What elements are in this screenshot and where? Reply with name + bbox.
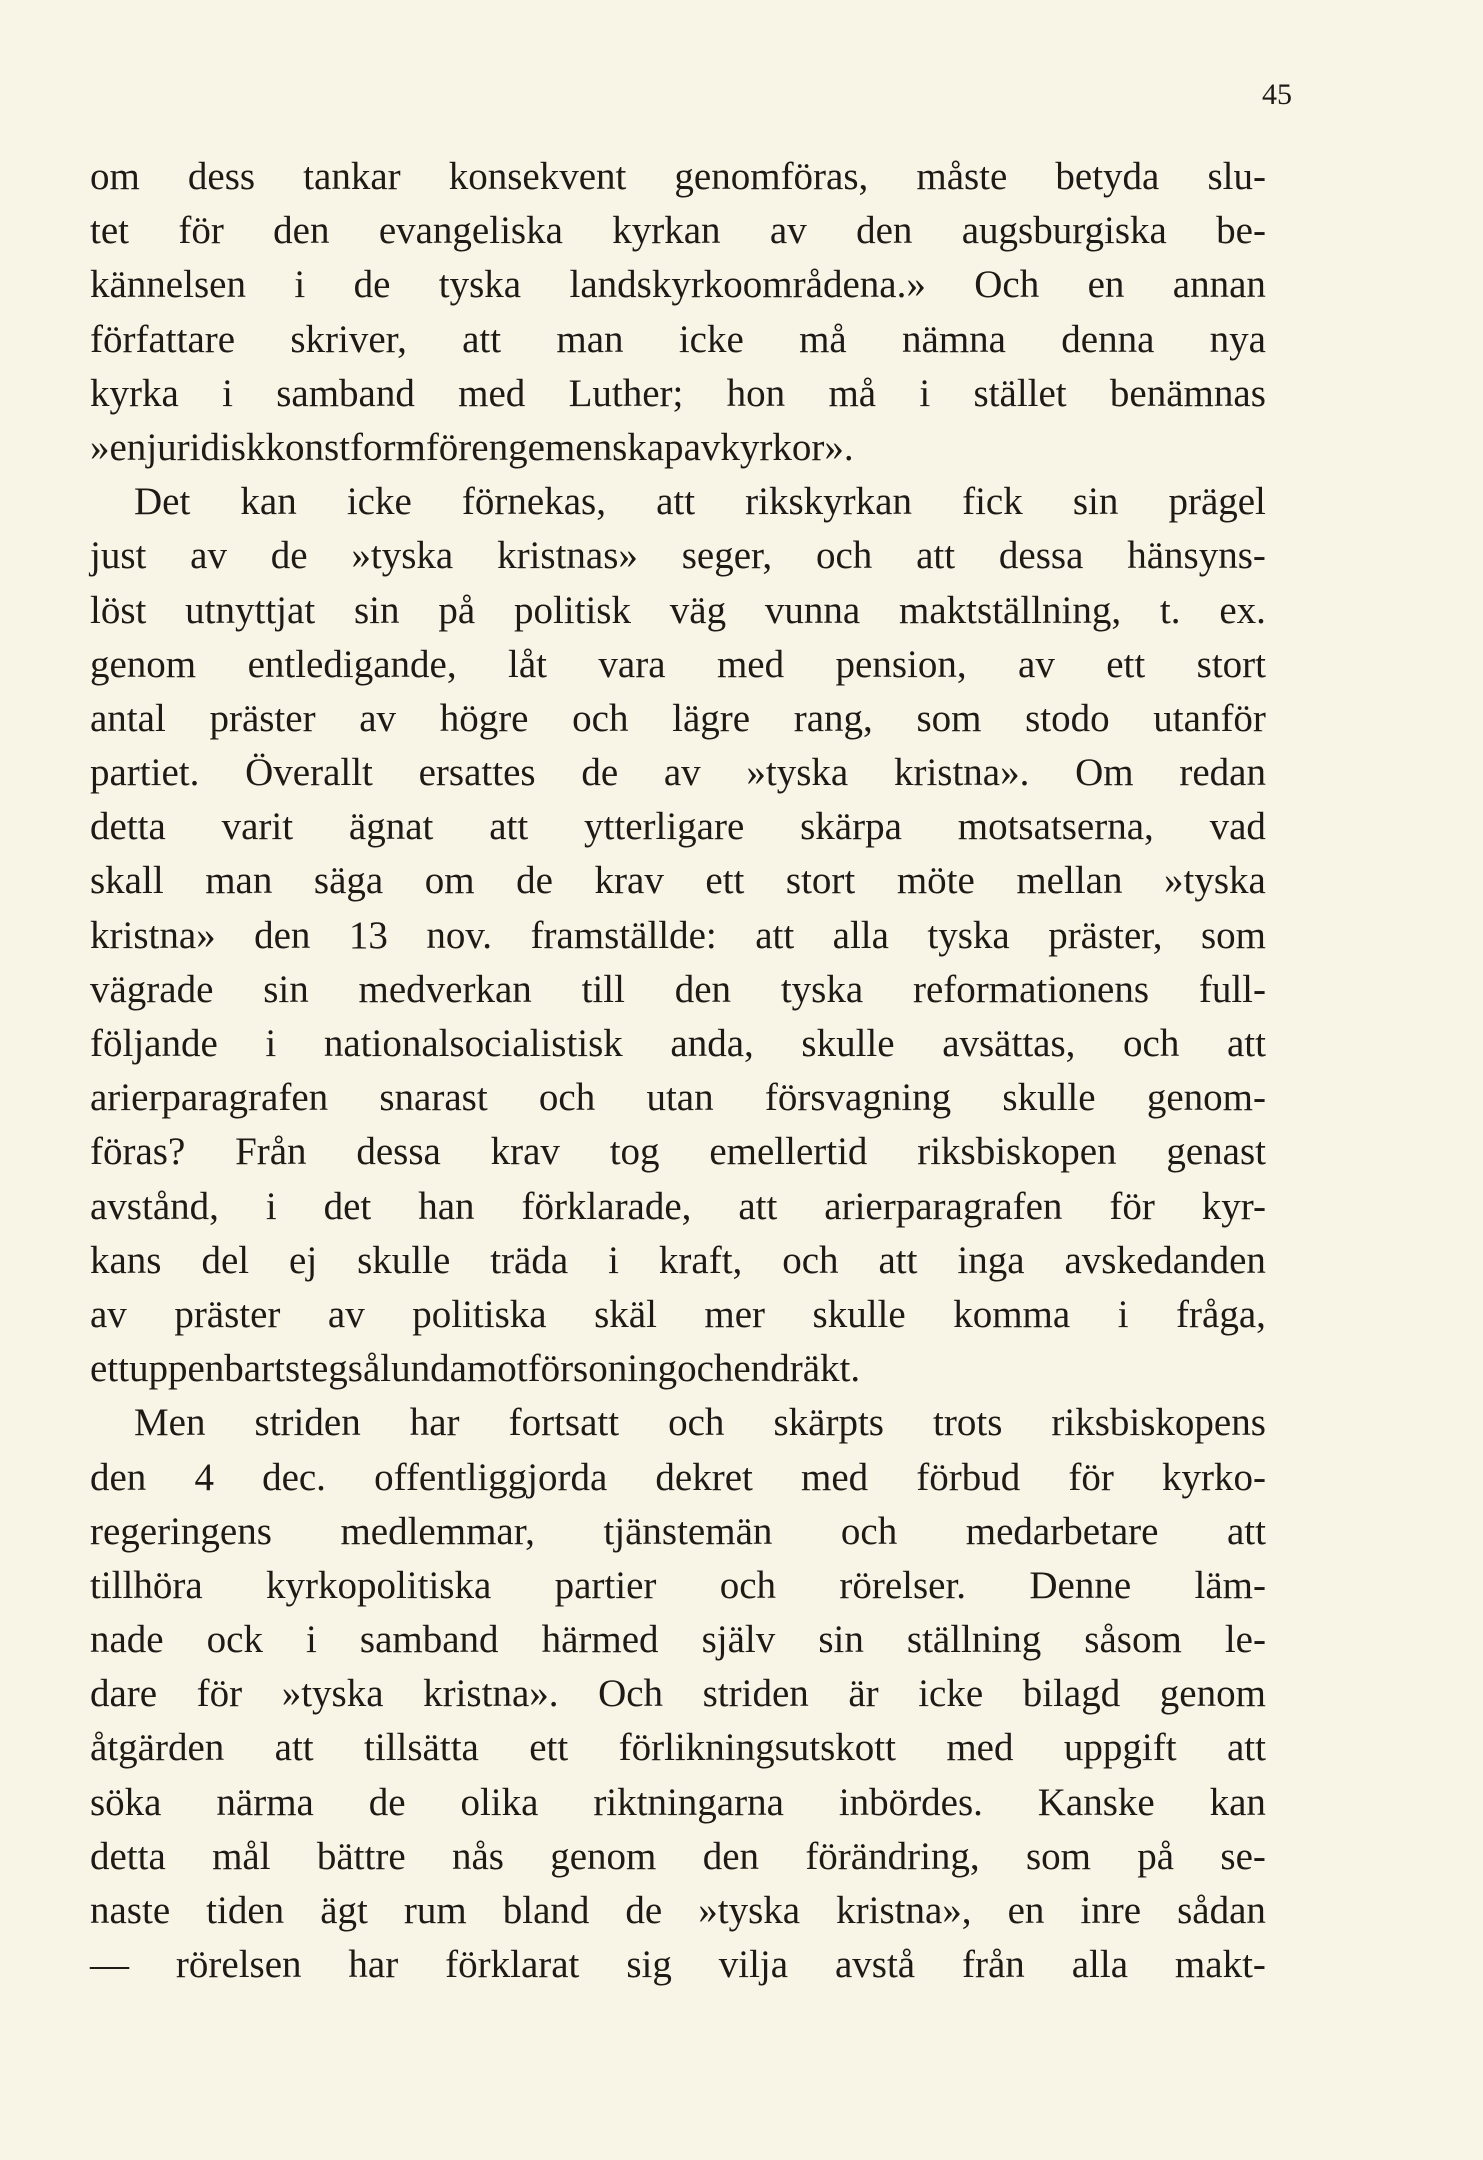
text-line: söka närma de olika riktningarna inbördes. Kanske kan [90,1780,1266,1824]
text-line: genom entledigande, låt vara med pension, av ett stort [90,642,1266,686]
text-line: följande i nationalsocialistisk anda, skulle avsättas, och att [90,1022,1266,1065]
text-line: åtgärden att tillsätta ett förlikningsutskott med uppgift att [90,1726,1266,1770]
text-line: skall man säga om de krav ett stort möte mellan »tyska [90,859,1266,903]
text-line: »en juridisk konstform för en gemenskap av kyrkor». [90,425,854,469]
text-line: den 4 dec. offentliggjorda dekret med förbud för kyrko- [90,1455,1266,1499]
text-line: antal präster av högre och lägre rang, som stodo utanför [90,696,1266,740]
page-number: 45 [1262,78,1292,111]
body-text [90,150,1266,1992]
text-line: författare skriver, att man icke må nämna denna nya [90,317,1266,361]
text-line: kans del ej skulle träda i kraft, och att inga avskedanden [90,1238,1266,1282]
text-line: dare för »tyska kristna». Och striden är icke bilagd genom [90,1672,1266,1716]
text-line: arierparagrafen snarast och utan försvagning skulle genom- [90,1076,1266,1120]
text-line: tillhöra kyrkopolitiska partier och rörelser. Denne läm- [90,1563,1266,1607]
text-line: vägrade sin medverkan till den tyska reformationens full- [90,967,1266,1011]
text-line: tet för den evangeliska kyrkan av den augsburgiska be- [90,209,1266,253]
text-line: löst utnyttjat sin på politisk väg vunna maktställning, t. ex. [90,588,1266,632]
text-line: nade ock i samband härmed själv sin ställning såsom le- [90,1618,1266,1662]
text-line: kristna» den 13 nov. framställde: att alla tyska präster, som [90,913,1266,957]
text-line: föras? Från dessa krav tog emellertid riksbiskopen genast [90,1130,1266,1174]
text-line: naste tiden ägt rum bland de »tyska kristna», en inre sådan [90,1889,1266,1932]
text-line: detta varit ägnat att ytterligare skärpa motsatserna, vad [90,805,1266,849]
text-line: detta mål bättre nås genom den förändring, som på se- [90,1834,1266,1878]
text-line: Men striden har fortsatt och skärpts trots riksbiskopens [134,1401,1266,1445]
text-line: kyrka i samband med Luther; hon må i stället benämnas [90,371,1266,415]
text-line: av präster av politiska skäl mer skulle komma i fråga, [90,1292,1266,1336]
text-line: om dess tankar konsekvent genomföras, måste betyda slu- [90,155,1266,198]
text-line: — rörelsen har förklarat sig vilja avstå från alla makt- [90,1943,1266,1987]
text-line: regeringens medlemmar, tjänstemän och medarbetare att [90,1509,1266,1553]
text-line: Det kan icke förnekas, att rikskyrkan fick sin prägel [134,480,1266,524]
text-line: avstånd, i det han förklarade, att arierparagrafen för kyr- [90,1184,1266,1228]
text-line: ett uppenbart steg sålunda mot försoning och endräkt. [90,1347,861,1391]
text-line: just av de »tyska kristnas» seger, och att dessa hänsyns- [90,534,1266,578]
text-line: kännelsen i de tyska landskyrkoområdena.» Och en annan [90,263,1266,307]
text-line: partiet. Överallt ersattes de av »tyska kristna». Om redan [90,751,1266,795]
